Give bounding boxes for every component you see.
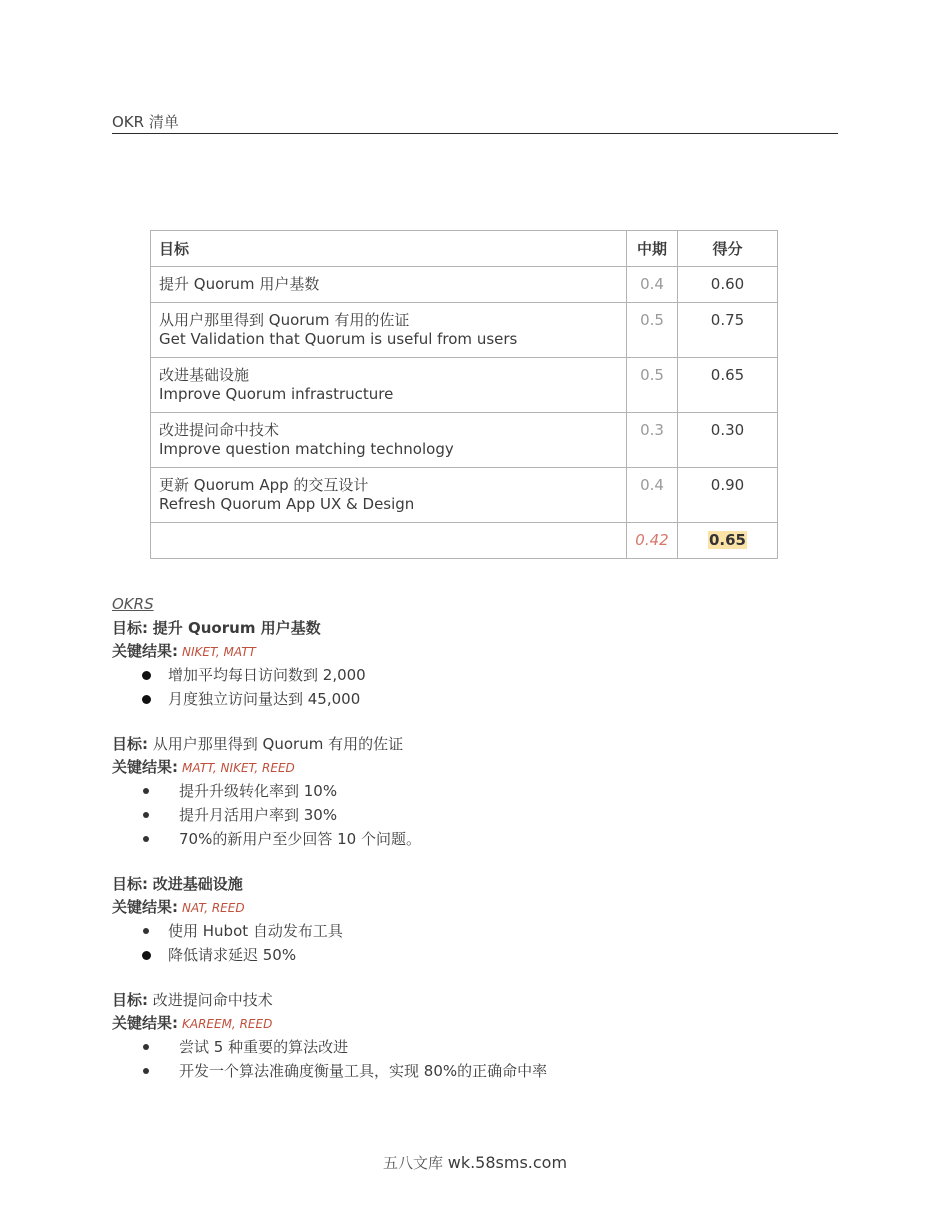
okrs-section	[112, 593, 852, 1083]
table-row	[151, 413, 778, 468]
mid-cell: 0.5	[627, 358, 678, 413]
objective-text: 从用户那里得到 Quorum 有用的佐证	[152, 735, 404, 753]
table-row	[151, 358, 778, 413]
list-item-text: 70%的新用户至少回答 10 个问题。	[179, 830, 421, 848]
list-item	[112, 1035, 852, 1059]
table-row	[151, 267, 778, 303]
list-item	[112, 687, 852, 711]
table-row	[151, 468, 778, 523]
objective-text: 改进基础设施	[152, 875, 243, 893]
score-cell: 0.75	[678, 303, 778, 358]
kr-label: 关键结果:	[112, 758, 178, 776]
kr-label: 关键结果:	[112, 642, 178, 660]
objective-line	[112, 988, 852, 1012]
objective-line	[112, 616, 852, 640]
kr-owners: MATT, NIKET, REED	[182, 761, 295, 775]
score-cell: 0.60	[678, 267, 778, 303]
bullet-icon	[143, 788, 149, 794]
total-label-cell	[151, 523, 627, 559]
list-item-text: 开发一个算法准确度衡量工具，实现 80%的正确命中率	[179, 1062, 548, 1080]
table-row	[151, 303, 778, 358]
key-results-list	[112, 779, 852, 851]
kr-label: 关键结果:	[112, 898, 178, 916]
page-footer	[0, 1152, 950, 1173]
objective-en: Improve Quorum infrastructure	[159, 385, 394, 403]
bullet-icon	[142, 695, 151, 704]
objective-cell	[151, 413, 627, 468]
list-item	[112, 1059, 852, 1083]
objective-cell	[151, 267, 627, 303]
key-results-list	[112, 1035, 852, 1083]
bullet-icon	[142, 951, 151, 960]
page-title: OKR 清单	[112, 113, 179, 131]
list-item	[112, 779, 852, 803]
objective-zh: 从用户那里得到 Quorum 有用的佐证	[159, 311, 410, 329]
page-header	[112, 111, 838, 134]
list-item-text: 增加平均每日访问数到 2,000	[168, 666, 366, 684]
list-item	[112, 919, 852, 943]
objective-en: Refresh Quorum App UX & Design	[159, 495, 415, 513]
key-results-line	[112, 896, 852, 919]
mid-cell: 0.5	[627, 303, 678, 358]
list-item	[112, 827, 852, 851]
total-mid-cell: 0.42	[627, 523, 678, 559]
objective-cell	[151, 358, 627, 413]
list-item	[112, 943, 852, 967]
objective-label: 目标:	[112, 735, 148, 753]
kr-label: 关键结果:	[112, 1014, 178, 1032]
objective-en: Get Validation that Quorum is useful from users	[159, 330, 518, 348]
key-results-line	[112, 756, 852, 779]
kr-owners: NAT, REED	[182, 901, 245, 915]
objective-text: 提升 Quorum 用户基数	[152, 619, 321, 637]
objective-cell	[151, 303, 627, 358]
header-mid: 中期	[627, 231, 678, 267]
total-score-highlight: 0.65	[708, 531, 746, 549]
objective-line	[112, 872, 852, 896]
table-header-row	[151, 231, 778, 267]
bullet-icon	[143, 1044, 149, 1050]
okrs-heading: OKRS	[112, 595, 154, 613]
objective-zh: 改进提问命中技术	[159, 421, 280, 439]
objective-text: 改进提问命中技术	[152, 991, 273, 1009]
mid-cell: 0.3	[627, 413, 678, 468]
header-objective: 目标	[151, 231, 627, 267]
objective-zh: 改进基础设施	[159, 366, 250, 384]
header-score: 得分	[678, 231, 778, 267]
list-item-text: 尝试 5 种重要的算法改进	[179, 1038, 349, 1056]
list-item-text: 使用 Hubot 自动发布工具	[168, 922, 343, 940]
key-results-list	[112, 663, 852, 711]
score-cell: 0.90	[678, 468, 778, 523]
mid-cell: 0.4	[627, 267, 678, 303]
list-item-text: 月度独立访问量达到 45,000	[168, 690, 361, 708]
kr-owners: NIKET, MATT	[182, 645, 256, 659]
okr-score-table	[150, 230, 778, 559]
key-results-line	[112, 640, 852, 663]
bullet-icon	[143, 1068, 149, 1074]
objective-en: Improve question matching technology	[159, 440, 454, 458]
footer-site: 五八文库	[382, 1154, 443, 1172]
bullet-icon	[142, 671, 151, 680]
objective-cell	[151, 468, 627, 523]
key-results-line	[112, 1012, 852, 1035]
footer-url: wk.58sms.com	[447, 1153, 568, 1172]
kr-owners: KAREEM, REED	[182, 1017, 273, 1031]
list-item-text: 提升月活用户率到 30%	[179, 806, 338, 824]
list-item	[112, 803, 852, 827]
objective-zh: 更新 Quorum App 的交互设计	[159, 476, 369, 494]
list-item-text: 提升升级转化率到 10%	[179, 782, 338, 800]
objective-zh: 提升 Quorum 用户基数	[159, 275, 320, 293]
objective-label: 目标:	[112, 619, 148, 637]
objective-line	[112, 732, 852, 756]
bullet-icon	[143, 812, 149, 818]
score-cell: 0.65	[678, 358, 778, 413]
bullet-icon	[143, 836, 149, 842]
bullet-icon	[143, 928, 149, 934]
total-score-cell	[678, 523, 778, 559]
table-total-row	[151, 523, 778, 559]
mid-cell: 0.4	[627, 468, 678, 523]
objective-label: 目标:	[112, 875, 148, 893]
objective-label: 目标:	[112, 991, 148, 1009]
list-item-text: 降低请求延迟 50%	[168, 946, 297, 964]
list-item	[112, 663, 852, 687]
score-cell: 0.30	[678, 413, 778, 468]
key-results-list	[112, 919, 852, 967]
